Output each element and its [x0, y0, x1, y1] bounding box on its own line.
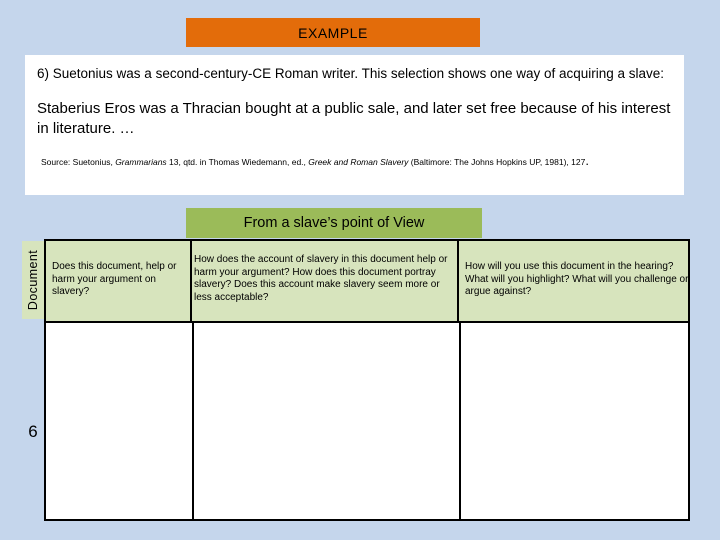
- example-banner: [186, 18, 480, 47]
- header-text-account: How does the account of slavery in this document help or harm your argument? How does this document portray slavery? Does this account make slavery seem more or less acceptable?: [194, 254, 448, 303]
- header-cell-hearing: [459, 241, 688, 321]
- source-intro: 6) Suetonius was a second-century-CE Roman writer. This selection shows one way of acquiring a slave:: [37, 66, 665, 81]
- analysis-table: [44, 239, 690, 521]
- citation-work-grammarians: Grammarians: [115, 157, 167, 167]
- citation-suffix: (Baltimore: The Johns Hopkins UP, 1981), 127: [408, 157, 586, 167]
- citation-work-greek-roman-slavery: Greek and Roman Slavery: [308, 157, 409, 167]
- document-number: 6: [28, 422, 38, 441]
- header-text-hearing: How will you use this document in the hearing? What will you highlight? What will you challenge or argue against?: [465, 261, 689, 297]
- header-cell-help-harm: [46, 241, 192, 321]
- header-cell-account: [192, 241, 459, 321]
- citation-middle: 13, qtd. in Thomas Wiedemann, ed.,: [166, 157, 309, 167]
- answer-cell-account[interactable]: [194, 323, 459, 519]
- citation-period: .: [585, 153, 589, 168]
- point-of-view-banner: [186, 208, 482, 238]
- example-label: EXAMPLE: [298, 24, 368, 41]
- answer-cell-hearing[interactable]: [461, 323, 688, 519]
- column-divider: [459, 323, 461, 519]
- answer-cell-help-harm[interactable]: [46, 323, 192, 519]
- point-of-view-label: From a slave’s point of View: [243, 215, 425, 231]
- source-quote: Staberius Eros was a Thracian bought at a public sale, and later set free because of his interest in literature. …: [37, 100, 671, 137]
- header-text-help-harm: Does this document, help or harm your argument on slavery?: [52, 261, 177, 297]
- document-side-label: [22, 241, 44, 319]
- column-divider: [192, 323, 194, 519]
- source-citation: [41, 153, 672, 168]
- document-label: Document: [26, 249, 40, 311]
- source-text-box: [25, 55, 684, 195]
- citation-prefix: Source: Suetonius,: [41, 157, 116, 167]
